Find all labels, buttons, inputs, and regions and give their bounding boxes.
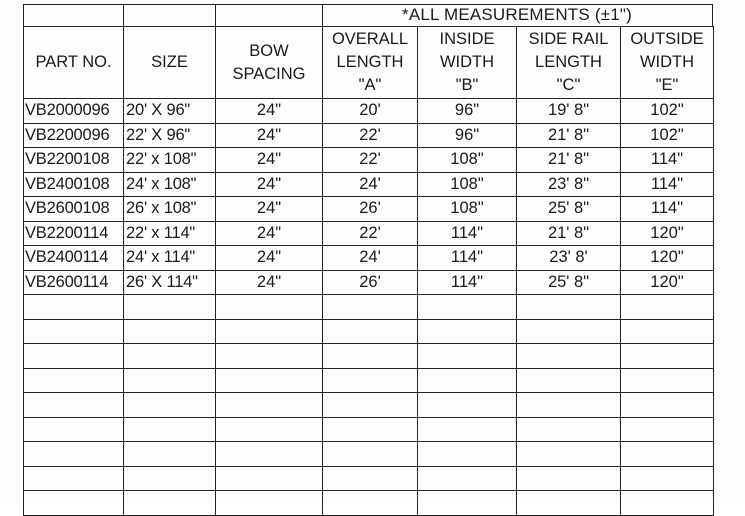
outside-width-cell: 114": [621, 148, 714, 173]
outside-width-cell: 120": [621, 221, 714, 246]
empty-cell: [124, 344, 216, 369]
header-line: "C": [556, 76, 581, 94]
empty-cell: [124, 295, 216, 320]
empty-cell: [323, 393, 418, 418]
side-rail-length-cell: 23' 8": [517, 172, 621, 197]
empty-cell: [418, 368, 517, 393]
empty-cell: [216, 466, 323, 491]
part-no-cell: VB2000096: [24, 99, 124, 124]
part-no-cell: VB2200108: [24, 148, 124, 173]
empty-cell: [418, 466, 517, 491]
outside-width-cell: 120": [621, 246, 714, 271]
overall-length-cell: 22': [323, 148, 418, 173]
side-rail-length-cell: 21' 8": [517, 148, 621, 173]
overall-length-cell: 22': [323, 123, 418, 148]
header-line: LENGTH: [336, 53, 404, 71]
header-line: OUTSIDE: [630, 30, 704, 48]
header-line: INSIDE: [439, 30, 495, 48]
header-side-rail-length: [517, 27, 621, 99]
bow-spacing-cell: 24": [216, 99, 323, 124]
empty-cell: [418, 417, 517, 442]
empty-cell: [418, 344, 517, 369]
empty-cell: [323, 491, 418, 516]
empty-cell: [323, 417, 418, 442]
header-line: SPACING: [232, 64, 306, 83]
empty-cell: [621, 466, 714, 491]
empty-cell: [517, 466, 621, 491]
header-bow-spacing: [216, 27, 323, 99]
header-line: LENGTH: [535, 53, 602, 71]
empty-cell: [24, 295, 124, 320]
header-line: "E": [655, 76, 679, 94]
empty-cell: [418, 393, 517, 418]
overall-length-cell: 22': [323, 221, 418, 246]
empty-cell: [418, 295, 517, 320]
empty-cell: [517, 319, 621, 344]
empty-cell: [323, 466, 418, 491]
empty-cell: [621, 491, 714, 516]
empty-table-row: [24, 442, 714, 467]
table-row: [24, 172, 714, 197]
table-row: [24, 246, 714, 271]
inside-width-cell: 108": [418, 148, 517, 173]
empty-cell: [517, 295, 621, 320]
inside-width-cell: 114": [418, 270, 517, 295]
side-rail-length-cell: 25' 8": [517, 270, 621, 295]
empty-cell: [621, 295, 714, 320]
header-line: BOW: [249, 41, 289, 60]
size-cell: 24' x 114": [124, 246, 216, 271]
empty-cell: [323, 344, 418, 369]
note-divider-3: [123, 4, 124, 26]
header-outside-width: [621, 27, 714, 99]
header-line: OVERALL: [331, 30, 409, 48]
bow-spacing-cell: 24": [216, 221, 323, 246]
empty-cell: [517, 393, 621, 418]
side-rail-length-cell: 21' 8": [517, 221, 621, 246]
overall-length-cell: 26': [323, 270, 418, 295]
header-overall-length: [323, 27, 418, 99]
part-no-cell: VB2200096: [24, 123, 124, 148]
size-cell: 20' X 96": [124, 99, 216, 124]
size-cell: 26' X 114": [124, 270, 216, 295]
empty-cell: [124, 393, 216, 418]
empty-cell: [124, 368, 216, 393]
empty-cell: [517, 417, 621, 442]
empty-cell: [216, 319, 323, 344]
empty-cell: [124, 417, 216, 442]
empty-cell: [418, 442, 517, 467]
empty-cell: [323, 295, 418, 320]
empty-cell: [621, 417, 714, 442]
table-row: [24, 197, 714, 222]
empty-table-row: [24, 491, 714, 516]
table-row: [24, 123, 714, 148]
parts-table: [23, 26, 714, 516]
empty-table-row: [24, 417, 714, 442]
empty-cell: [24, 344, 124, 369]
inside-width-cell: 96": [418, 99, 517, 124]
part-no-cell: VB2600108: [24, 197, 124, 222]
empty-cell: [24, 319, 124, 344]
size-cell: 26' x 108": [124, 197, 216, 222]
part-no-cell: VB2600114: [24, 270, 124, 295]
empty-cell: [418, 319, 517, 344]
inside-width-cell: 114": [418, 246, 517, 271]
header-line: WIDTH: [439, 53, 495, 71]
empty-cell: [216, 417, 323, 442]
empty-cell: [124, 442, 216, 467]
outside-width-cell: 114": [621, 197, 714, 222]
side-rail-length-cell: 21' 8": [517, 123, 621, 148]
empty-cell: [216, 393, 323, 418]
part-no-cell: VB2200114: [24, 221, 124, 246]
empty-cell: [24, 393, 124, 418]
header-row: [24, 27, 714, 99]
part-no-cell: VB2400114: [24, 246, 124, 271]
table-body: [24, 99, 714, 516]
outside-width-cell: 120": [621, 270, 714, 295]
empty-cell: [124, 319, 216, 344]
empty-cell: [216, 368, 323, 393]
measurements-note: *ALL MEASUREMENTS (±1"): [402, 5, 632, 24]
header-line: "B": [455, 76, 479, 94]
bow-spacing-cell: 24": [216, 148, 323, 173]
table-row: [24, 148, 714, 173]
note-divider-2: [215, 4, 216, 26]
empty-table-row: [24, 295, 714, 320]
bow-spacing-cell: 24": [216, 123, 323, 148]
empty-cell: [517, 344, 621, 369]
empty-cell: [24, 491, 124, 516]
bow-spacing-cell: 24": [216, 197, 323, 222]
empty-cell: [621, 368, 714, 393]
empty-table-row: [24, 368, 714, 393]
outside-width-cell: 102": [621, 99, 714, 124]
header-line: PART NO.: [35, 53, 112, 71]
empty-cell: [323, 368, 418, 393]
empty-table-row: [24, 344, 714, 369]
outside-width-cell: 102": [621, 123, 714, 148]
size-cell: 22' X 96": [124, 123, 216, 148]
inside-width-cell: 96": [418, 123, 517, 148]
side-rail-length-cell: 25' 8": [517, 197, 621, 222]
table-left-border: [23, 4, 24, 26]
bow-spacing-cell: 24": [216, 270, 323, 295]
bow-spacing-cell: 24": [216, 246, 323, 271]
header-line: SIZE: [151, 53, 188, 71]
header-line: SIDE RAIL: [528, 30, 609, 48]
empty-cell: [621, 344, 714, 369]
header-inside-width: [418, 27, 517, 99]
overall-length-cell: 24': [323, 172, 418, 197]
empty-cell: [621, 393, 714, 418]
inside-width-cell: 108": [418, 197, 517, 222]
empty-cell: [418, 491, 517, 516]
empty-cell: [323, 319, 418, 344]
header-line: WIDTH: [639, 53, 695, 71]
overall-length-cell: 26': [323, 197, 418, 222]
empty-cell: [517, 368, 621, 393]
empty-cell: [323, 442, 418, 467]
empty-table-row: [24, 393, 714, 418]
empty-cell: [216, 295, 323, 320]
empty-table-row: [24, 319, 714, 344]
size-cell: 22' x 114": [124, 221, 216, 246]
empty-cell: [621, 442, 714, 467]
size-cell: 24' x 108": [124, 172, 216, 197]
empty-cell: [124, 466, 216, 491]
part-no-cell: VB2400108: [24, 172, 124, 197]
empty-table-row: [24, 466, 714, 491]
empty-cell: [216, 442, 323, 467]
empty-cell: [517, 491, 621, 516]
table-row: [24, 99, 714, 124]
empty-cell: [216, 491, 323, 516]
side-rail-length-cell: 23' 8': [517, 246, 621, 271]
table-right-border: [712, 4, 713, 26]
empty-cell: [216, 344, 323, 369]
empty-cell: [621, 319, 714, 344]
empty-cell: [24, 417, 124, 442]
table-row: [24, 221, 714, 246]
table-row: [24, 270, 714, 295]
inside-width-cell: 114": [418, 221, 517, 246]
outside-width-cell: 114": [621, 172, 714, 197]
overall-length-cell: 20': [323, 99, 418, 124]
bow-spacing-cell: 24": [216, 172, 323, 197]
empty-cell: [24, 442, 124, 467]
header-part-no: [24, 27, 124, 99]
header-size: [124, 27, 216, 99]
empty-cell: [24, 368, 124, 393]
empty-cell: [124, 491, 216, 516]
overall-length-cell: 24': [323, 246, 418, 271]
empty-cell: [517, 442, 621, 467]
header-line: "A": [358, 76, 382, 94]
side-rail-length-cell: 19' 8": [517, 99, 621, 124]
empty-cell: [24, 466, 124, 491]
inside-width-cell: 108": [418, 172, 517, 197]
size-cell: 22' x 108": [124, 148, 216, 173]
